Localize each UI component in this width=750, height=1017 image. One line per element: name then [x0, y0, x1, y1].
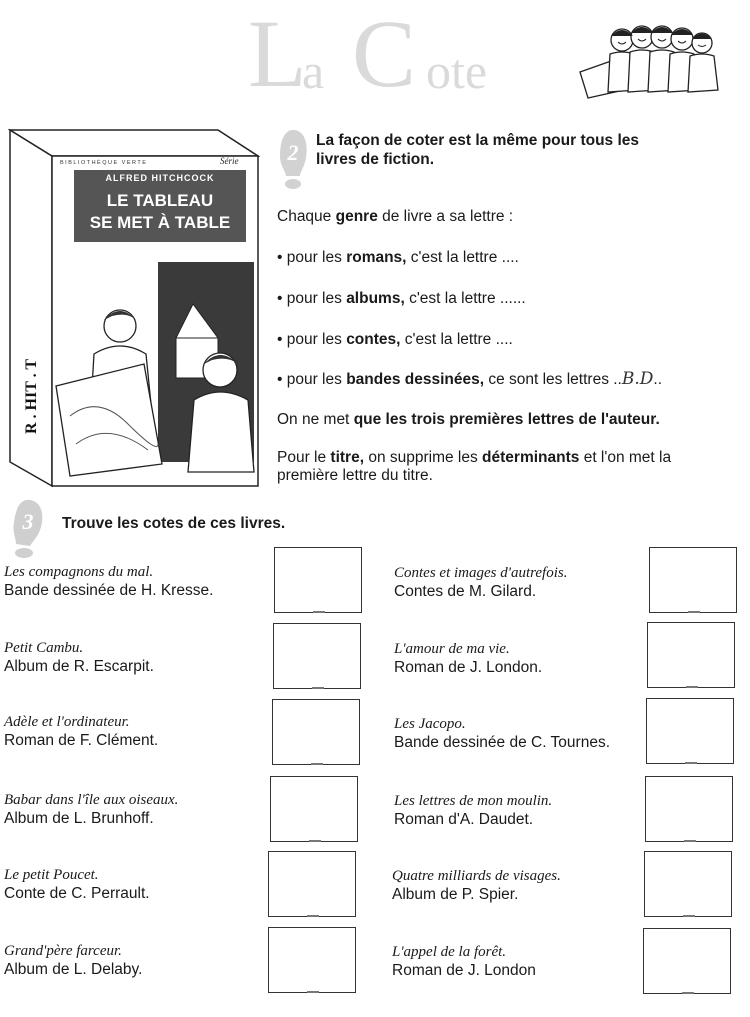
bullet-contes-post: c'est la lettre ....	[400, 331, 513, 348]
list-item	[4, 866, 254, 903]
bullet-contes-bold: contes,	[346, 331, 401, 348]
bullet-bd-post2: ..	[653, 371, 663, 388]
book-info: Album de R. Escarpit.	[4, 658, 154, 675]
author-rule-pre: On ne met	[277, 411, 354, 428]
kids-group-illustration	[578, 20, 728, 100]
list-item	[4, 942, 254, 979]
answer-box[interactable]	[644, 851, 732, 917]
section-2-heading: La façon de coter est la même pour tous les livres de fiction.	[316, 132, 640, 168]
title-rule-bold-determinants: déterminants	[482, 449, 580, 466]
book-title: Le petit Poucet.	[4, 867, 99, 883]
bullet-contes-pre: • pour les	[277, 331, 347, 348]
book-info: Roman d'A. Daudet.	[394, 811, 534, 828]
list-item	[394, 564, 644, 601]
book-info: Contes de M. Gilard.	[394, 583, 537, 600]
answer-box[interactable]	[272, 699, 360, 765]
list-item	[394, 640, 644, 677]
list-item	[4, 791, 254, 828]
bullet-albums	[277, 289, 526, 308]
book-title: Babar dans l'île aux oiseaux.	[4, 792, 179, 808]
step-2-number: 2	[287, 140, 299, 165]
genre-intro-pre: Chaque	[277, 208, 336, 225]
bullet-bd-post: ce sont les lettres ..	[484, 371, 622, 388]
book-info: Bande dessinée de H. Kresse.	[4, 582, 214, 599]
book-cover-illustration	[8, 124, 260, 489]
title-rule-bold-titre: titre,	[330, 449, 365, 466]
book-title: Les lettres de mon moulin.	[394, 793, 553, 809]
book-info: Roman de J. London.	[394, 659, 543, 676]
answer-box[interactable]	[268, 927, 356, 993]
book-title: L'amour de ma vie.	[394, 641, 510, 657]
title-rule-pre: Pour le	[277, 449, 331, 466]
list-item	[392, 943, 642, 980]
answer-box[interactable]	[645, 776, 733, 842]
bullet-albums-bold: albums,	[346, 290, 405, 307]
book-top	[10, 130, 258, 156]
list-item	[392, 867, 642, 904]
title-rule-mid: on supprime les	[364, 449, 483, 466]
title-rule-post: et l'on met la première lettre du titre.	[277, 449, 672, 484]
bullet-bd-handwritten-answer: B.D	[621, 369, 654, 389]
bullet-albums-pre: • pour les	[277, 290, 347, 307]
title-letter-c: C	[352, 0, 417, 107]
answer-box[interactable]	[270, 776, 358, 842]
book-series-label: BIBLIOTHÈQUE VERTE	[60, 160, 148, 166]
title-letter-l: L	[248, 0, 307, 107]
book-title-line1: LE TABLEAU	[106, 191, 214, 210]
book-title: Adèle et l'ordinateur.	[4, 714, 130, 730]
bullet-romans-pre: • pour les	[277, 249, 347, 266]
step-3-number: 3	[22, 509, 34, 534]
book-info: Roman de F. Clément.	[4, 732, 159, 749]
answer-box[interactable]	[647, 622, 735, 688]
list-item	[394, 792, 644, 829]
book-info: Roman de J. London	[392, 962, 536, 979]
book-spine-label: R . HIT . T	[23, 359, 40, 434]
book-info: Album de L. Brunhoff.	[4, 810, 154, 827]
answer-box[interactable]	[649, 547, 737, 613]
book-info: Bande dessinée de C. Tournes.	[394, 734, 611, 751]
book-title: L'appel de la forêt.	[392, 944, 507, 960]
step-3-footprint-icon	[8, 498, 48, 560]
list-item	[394, 715, 644, 752]
answer-box[interactable]	[268, 851, 356, 917]
bullet-romans	[277, 248, 519, 267]
bullet-romans-bold: romans,	[346, 249, 407, 266]
genre-intro-bold: genre	[335, 208, 378, 225]
book-info: Album de P. Spier.	[392, 886, 519, 903]
bullet-albums-post: c'est la lettre ......	[404, 290, 526, 307]
kids-group-icon	[578, 20, 728, 100]
bullet-bd-bold: bandes dessinées,	[346, 371, 485, 388]
title-letter-a: a	[302, 43, 325, 99]
book-title: Les Jacopo.	[394, 716, 466, 732]
bullet-contes	[277, 330, 513, 349]
genre-intro	[277, 207, 513, 226]
step-2-footprint-icon	[276, 128, 310, 190]
book-title: Les compagnons du mal.	[4, 564, 154, 580]
title-rule	[277, 449, 732, 485]
list-item	[4, 713, 254, 750]
book-title: Quatre milliards de visages.	[392, 868, 561, 884]
page-title	[248, 0, 508, 107]
author-rule-bold: que les trois premières lettres de l'auteur.	[353, 411, 660, 428]
list-item	[4, 639, 254, 676]
book-title: Petit Cambu.	[4, 640, 84, 656]
bullet-bandes-dessinees	[277, 370, 662, 389]
answer-box[interactable]	[646, 698, 734, 764]
genre-intro-post: de livre a sa lettre :	[377, 208, 514, 225]
book-title: Contes et images d'autrefois.	[394, 565, 568, 581]
bullet-romans-post: c'est la lettre ....	[406, 249, 519, 266]
answer-box[interactable]	[273, 623, 361, 689]
author-rule	[277, 410, 660, 429]
book-series-tag: Série	[220, 156, 239, 166]
answer-box[interactable]	[274, 547, 362, 613]
section-3-heading: Trouve les cotes de ces livres.	[62, 515, 286, 532]
list-item	[4, 563, 254, 600]
book-info: Album de L. Delaby.	[4, 961, 143, 978]
book-title-line2: SE MET À TABLE	[89, 213, 231, 232]
book-author: ALFRED HITCHCOCK	[105, 173, 215, 183]
book-info: Conte de C. Perrault.	[4, 885, 150, 902]
title-letters-ote: ote	[426, 43, 488, 99]
answer-box[interactable]	[643, 928, 731, 994]
book-title: Grand'père farceur.	[4, 943, 122, 959]
bullet-bd-pre: • pour les	[277, 371, 347, 388]
